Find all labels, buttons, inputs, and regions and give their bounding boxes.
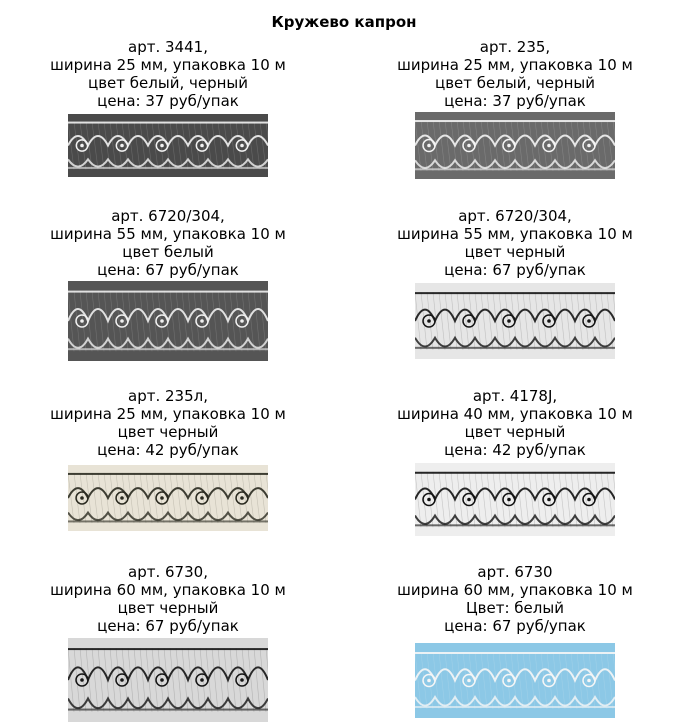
lace-swatch-image <box>68 114 268 177</box>
lace-swatch-image <box>415 643 615 718</box>
lace-swatch-image <box>415 463 615 536</box>
product-article: арт. 6730 <box>477 563 553 581</box>
product-article: арт. 235л, <box>128 387 208 405</box>
product-size: ширина 25 мм, упаковка 10 м <box>50 56 286 74</box>
product-item-2 <box>355 38 675 110</box>
product-item-7 <box>8 563 328 635</box>
product-size: ширина 60 мм, упаковка 10 м <box>397 581 633 599</box>
product-price: цена: 37 руб/упак <box>97 92 239 110</box>
product-article: арт. 3441, <box>128 38 208 56</box>
product-color: цвет белый, черный <box>435 74 595 92</box>
product-item-5 <box>8 387 328 459</box>
product-item-8 <box>355 563 675 635</box>
product-price: цена: 67 руб/упак <box>97 617 239 635</box>
product-price: цена: 67 руб/упак <box>97 261 239 279</box>
lace-swatch-image <box>68 465 268 531</box>
product-article: арт. 6720/304, <box>111 207 225 225</box>
product-price: цена: 67 руб/упак <box>444 261 586 279</box>
product-size: ширина 40 мм, упаковка 10 м <box>397 405 633 423</box>
lace-swatch-image <box>68 638 268 722</box>
product-color: Цвет: белый <box>466 599 564 617</box>
page-title: Кружево капрон <box>271 13 417 31</box>
product-article: арт. 4178J, <box>472 387 558 405</box>
product-article: арт. 6720/304, <box>458 207 572 225</box>
product-color: цвет черный <box>117 599 219 617</box>
product-price: цена: 67 руб/упак <box>444 617 586 635</box>
product-price: цена: 42 руб/упак <box>444 441 586 459</box>
product-size: ширина 55 мм, упаковка 10 м <box>397 225 633 243</box>
product-price: цена: 37 руб/упак <box>444 92 586 110</box>
product-size: ширина 25 мм, упаковка 10 м <box>50 405 286 423</box>
product-item-6 <box>355 387 675 459</box>
product-article: арт. 6730, <box>128 563 208 581</box>
product-color: цвет черный <box>464 423 566 441</box>
product-item-4 <box>355 207 675 279</box>
product-item-3 <box>8 207 328 279</box>
product-size: ширина 25 мм, упаковка 10 м <box>397 56 633 74</box>
product-size: ширина 60 мм, упаковка 10 м <box>50 581 286 599</box>
product-color: цвет черный <box>117 423 219 441</box>
product-price: цена: 42 руб/упак <box>97 441 239 459</box>
product-item-1 <box>8 38 328 110</box>
lace-swatch-image <box>68 281 268 361</box>
product-color: цвет белый <box>122 243 214 261</box>
product-color: цвет белый, черный <box>88 74 248 92</box>
product-color: цвет черный <box>464 243 566 261</box>
product-article: арт. 235, <box>479 38 551 56</box>
lace-swatch-image <box>415 283 615 359</box>
product-size: ширина 55 мм, упаковка 10 м <box>50 225 286 243</box>
lace-swatch-image <box>415 112 615 179</box>
